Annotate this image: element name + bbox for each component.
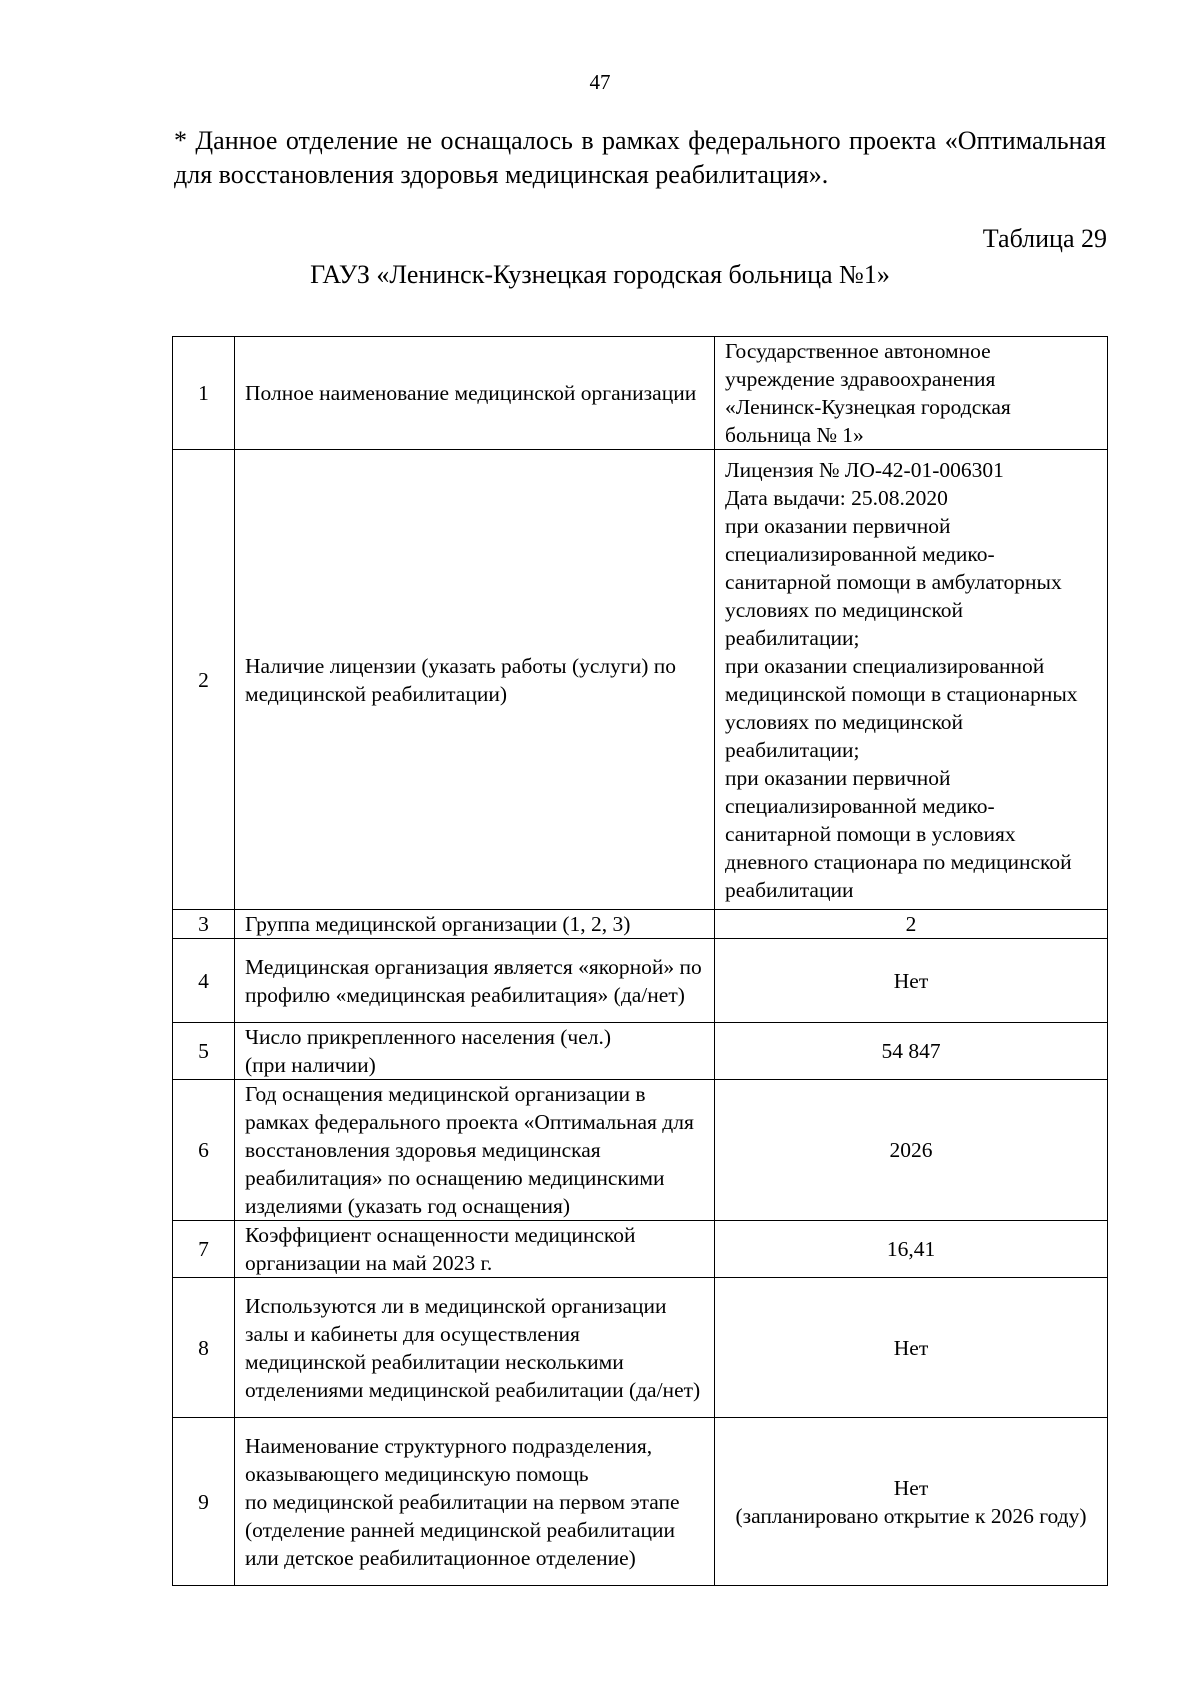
- row-label: Наименование структурного подразделения, оказывающего медицинскую помощь по медицинской реабилитации на первом этапе (отделение ранней медицинской реабилитации или детское реабилитационное отделение): [235, 1418, 715, 1586]
- row-number: 4: [173, 939, 235, 1023]
- row-value: Лицензия № ЛО-42-01-006301 Дата выдачи: 25.08.2020 при оказании первичной специализированной медико-санитарной помощи в амбулаторных условиях по медицинской реабилитации; при оказании специализированной медицинской помощи в стационарных условиях по медицинской реабилитации; при оказании первичной специализированной медико-санитарной помощи в условиях дневного стационара по медицинской реабилитации: [715, 450, 1108, 910]
- table-row: [173, 1080, 1108, 1221]
- table-label: Таблица 29: [982, 224, 1107, 253]
- table-row: [173, 910, 1108, 939]
- table-row: [173, 450, 1108, 910]
- table-row: [173, 939, 1108, 1023]
- row-number: 6: [173, 1080, 235, 1221]
- table-row: [173, 1023, 1108, 1080]
- row-value: Нет (запланировано открытие к 2026 году): [715, 1418, 1108, 1586]
- row-label: Используются ли в медицинской организации залы и кабинеты для осуществления медицинской реабилитации несколькими отделениями медицинской реабилитации (да/нет): [235, 1278, 715, 1418]
- row-label: Коэффициент оснащенности медицинской организации на май 2023 г.: [235, 1221, 715, 1278]
- footnote: * Данное отделение не оснащалось в рамках федерального проекта «Оптимальная для восстановления здоровья медицинская реабилитация».: [174, 126, 1106, 189]
- row-number: 2: [173, 450, 235, 910]
- row-value: Государственное автономное учреждение здравоохранения «Ленинск-Кузнецкая городская больница № 1»: [715, 337, 1108, 450]
- row-value: 2026: [715, 1080, 1108, 1221]
- row-label: Наличие лицензии (указать работы (услуги) по медицинской реабилитации): [235, 450, 715, 910]
- row-label: Год оснащения медицинской организации в рамках федерального проекта «Оптимальная для восстановления здоровья медицинская реабилитация» по оснащению медицинскими изделиями (указать год оснащения): [235, 1080, 715, 1221]
- row-number: 7: [173, 1221, 235, 1278]
- table-title: ГАУЗ «Ленинск-Кузнецкая городская больница №1»: [310, 260, 890, 289]
- row-value: 54 847: [715, 1023, 1108, 1080]
- row-number: 5: [173, 1023, 235, 1080]
- row-label: Медицинская организация является «якорной» по профилю «медицинская реабилитация» (да/нет): [235, 939, 715, 1023]
- row-number: 3: [173, 910, 235, 939]
- row-number: 8: [173, 1278, 235, 1418]
- row-value: Нет: [715, 1278, 1108, 1418]
- row-number: 9: [173, 1418, 235, 1586]
- row-label: Группа медицинской организации (1, 2, 3): [235, 910, 715, 939]
- row-number: 1: [173, 337, 235, 450]
- row-label: Полное наименование медицинской организации: [235, 337, 715, 450]
- row-value: Нет: [715, 939, 1108, 1023]
- row-value: 16,41: [715, 1221, 1108, 1278]
- table-row: [173, 1221, 1108, 1278]
- table-row: [173, 1418, 1108, 1586]
- table-row: [173, 1278, 1108, 1418]
- organization-info-table: [172, 336, 1108, 1586]
- table-row: [173, 337, 1108, 450]
- row-value: 2: [715, 910, 1108, 939]
- row-label: Число прикрепленного населения (чел.) (при наличии): [235, 1023, 715, 1080]
- page-number: 47: [589, 70, 611, 94]
